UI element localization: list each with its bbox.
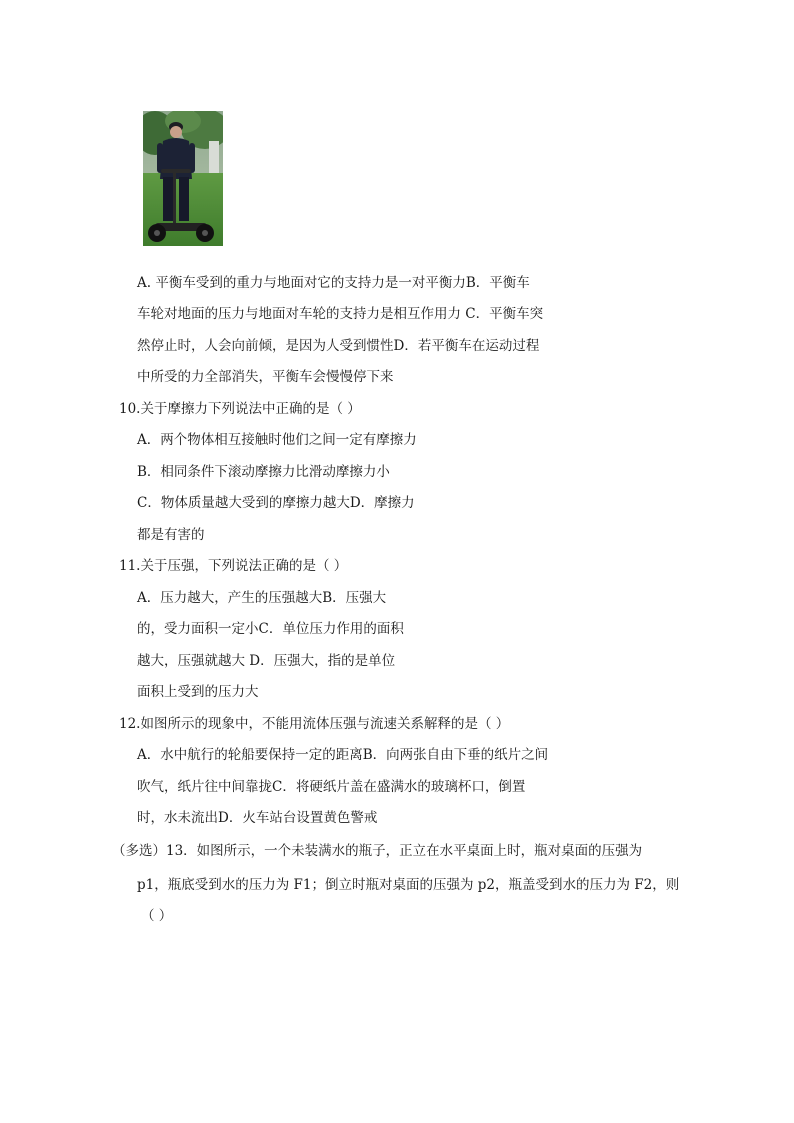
q13-stem-line-2: p1，瓶底受到水的压力为 F1；倒立时瓶对桌面的压强为 p2，瓶盖受到水的压力为 F2，则 — [137, 877, 680, 893]
q12-option-line-1: A．水中航行的轮船要保持一定的距离B．向两张自由下垂的纸片之间 — [137, 747, 549, 763]
q11-option-line-1: A．压力越大，产生的压强越大B．压强大 — [137, 590, 387, 606]
q10-option-line-4: 都是有害的 — [137, 527, 205, 543]
q11-option-line-3: 越大，压强就越大 D．压强大，指的是单位 — [137, 653, 396, 669]
q13-stem-line-1: （多选）13．如图所示，一个未装满水的瓶子，正立在水平桌面上时，瓶对桌面的压强为 — [112, 843, 643, 859]
q9-option-line-2: 车轮对地面的压力与地面对车轮的支持力是相互作用力 C．平衡车突 — [137, 306, 544, 322]
q10-option-line-1: A．两个物体相互接触时他们之间一定有摩擦力 — [137, 432, 417, 448]
q10-stem: 10.关于摩擦力下列说法中正确的是（ ） — [119, 401, 361, 417]
q10-option-line-3: C．物体质量越大受到的摩擦力越大D．摩擦力 — [137, 495, 415, 511]
q13-answer-blank: （ ） — [141, 908, 173, 924]
q10-option-line-2: B．相同条件下滚动摩擦力比滑动摩擦力小 — [137, 464, 390, 480]
q9-option-line-1: A. 平衡车受到的重力与地面对它的支持力是一对平衡力B．平衡车 — [137, 275, 530, 291]
balance-scooter-photo — [143, 111, 223, 246]
q11-option-line-4: 面积上受到的压力大 — [137, 684, 259, 700]
q11-stem: 11.关于压强，下列说法正确的是（ ） — [119, 558, 348, 574]
q9-option-line-4: 中所受的力全部消失，平衡车会慢慢停下来 — [137, 369, 394, 385]
q12-stem: 12.如图所示的现象中，不能用流体压强与流速关系解释的是（ ） — [119, 716, 510, 732]
q12-option-line-2: 吹气，纸片往中间靠拢C．将硬纸片盖在盛满水的玻璃杯口，倒置 — [137, 779, 526, 795]
q9-option-line-3: 然停止时，人会向前倾，是因为人受到惯性D．若平衡车在运动过程 — [137, 338, 540, 354]
q12-option-line-3: 时，水未流出D．火车站台设置黄色警戒 — [137, 810, 378, 826]
q11-option-line-2: 的，受力面积一定小C．单位压力作用的面积 — [137, 621, 404, 637]
